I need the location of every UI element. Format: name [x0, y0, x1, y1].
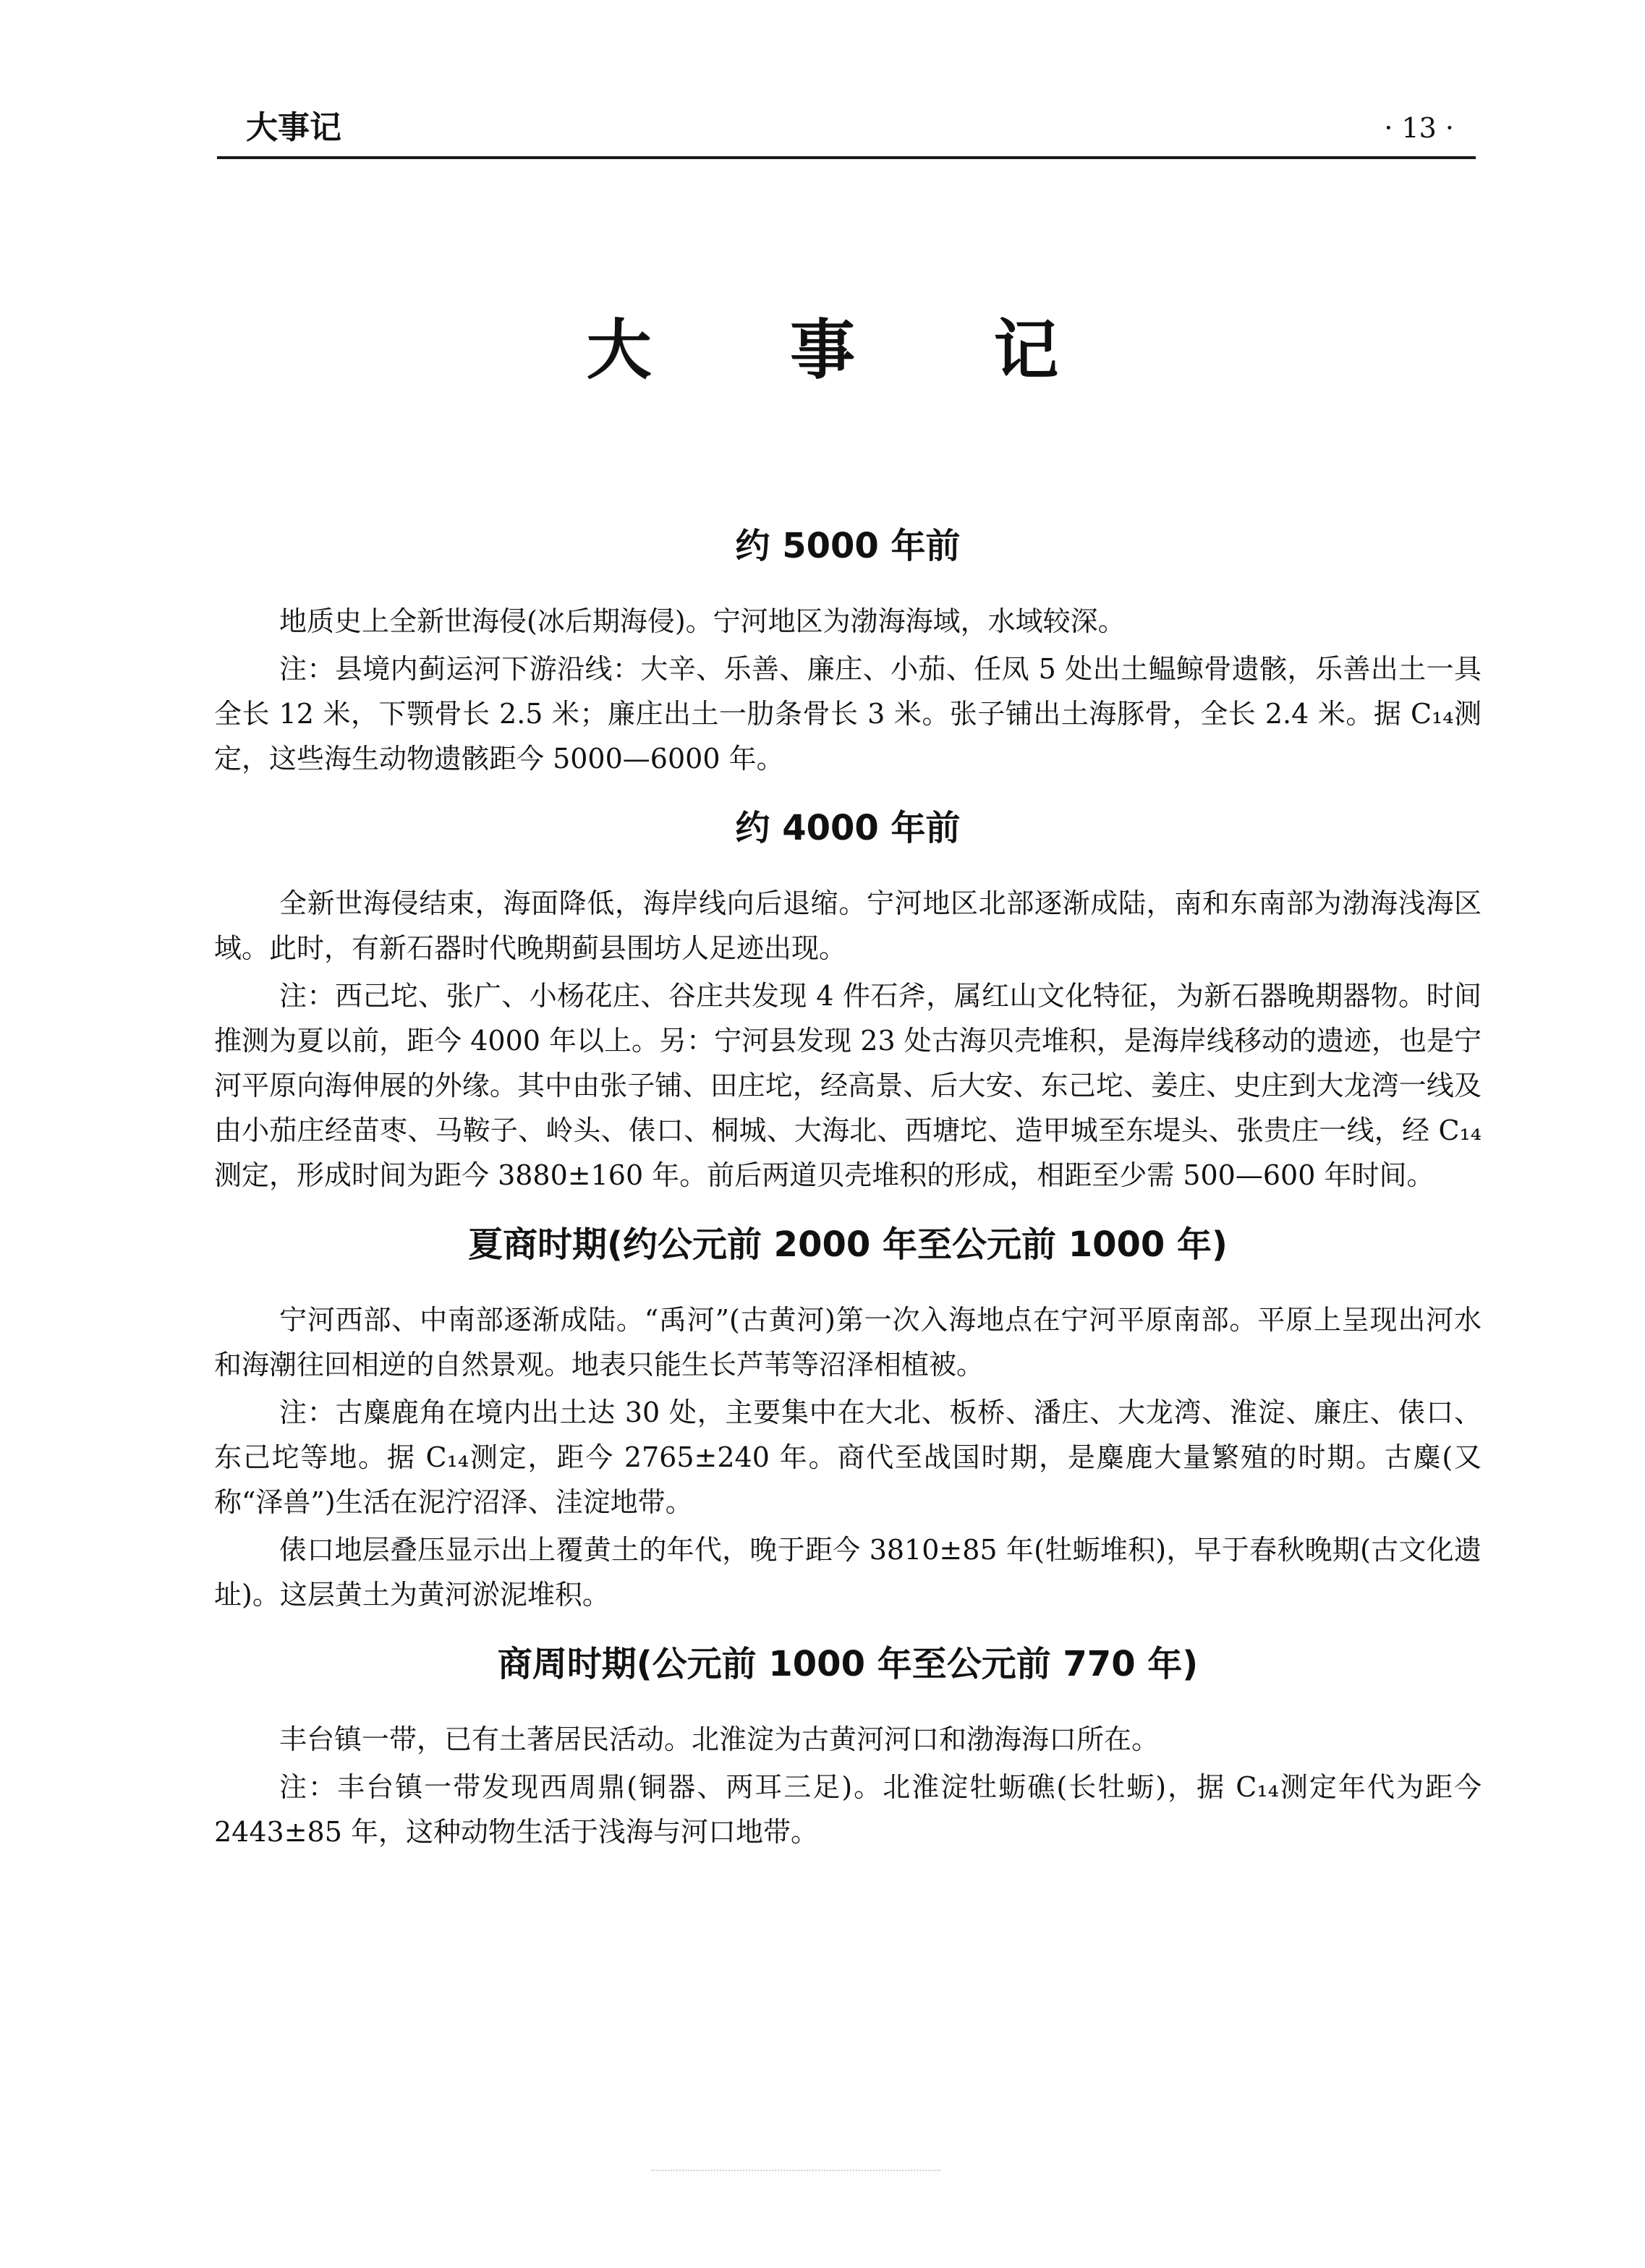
section-shang-zhou — [214, 1639, 1482, 1854]
chronicle-body — [214, 521, 1482, 1876]
running-header-title: 大事记 — [246, 109, 341, 146]
section-heading: 约 4000 年前 — [735, 808, 961, 848]
paragraph: 全新世海侵结束，海面降低，海岸线向后退缩。宁河地区北部逐渐成陆，南和东南部为渤海浅海区域。此时，有新石器时代晚期蓟县围坊人足迹出现。 — [214, 887, 1482, 964]
note-paragraph: 注：县境内蓟运河下游沿线：大辛、乐善、廉庄、小茄、任凤 5 处出土鳁鲸骨遗骸，乐善出土一具全长 12 米，下颚骨长 2.5 米；廉庄出土一肋条骨长 3 米。张子铺出土海豚骨，全长 2.4 米。据 C₁₄测定，这些海生动物遗骸距今 5000—6000 年。 — [214, 653, 1482, 775]
section-5000-years-ago — [214, 521, 1482, 781]
page-number: · 13 · — [1384, 112, 1454, 144]
note-paragraph: 注：西己坨、张广、小杨花庄、谷庄共发现 4 件石斧，属红山文化特征，为新石器晚期器物。时间推测为夏以前，距今 4000 年以上。另：宁河县发现 23 处古海贝壳堆积，是海岸线移动的遗迹，也是宁河平原向海伸展的外缘。其中由张子铺、田庄坨，经高景、后大安、东己坨、姜庄、史庄到大龙湾一线及由小茄庄经苗枣、马鞍子、岭头、俵口、桐城、大海北、西塘坨、造甲城至东堤头、张贵庄一线，经 C₁₄测定，形成时间为距今 3880±160 年。前后两道贝壳堆积的形成，相距至少需 500—600 年时间。 — [214, 980, 1482, 1191]
note-paragraph: 注：丰台镇一带发现西周鼎(铜器、两耳三足)。北淮淀牡蛎礁(长牡蛎)，据 C₁₄测定年代为距今 2443±85 年，这种动物生活于浅海与河口地带。 — [214, 1771, 1482, 1848]
scan-artifact-divider — [651, 2170, 940, 2174]
note-paragraph: 注：古麋鹿角在境内出土达 30 处，主要集中在大北、板桥、潘庄、大龙湾、淮淀、廉庄、俵口、东己坨等地。据 C₁₄测定，距今 2765±240 年。商代至战国时期，是麋鹿大量繁殖的时期。古麋(又称“泽兽”)生活在泥泞沼泽、洼淀地带。 — [214, 1397, 1482, 1518]
section-4000-years-ago — [214, 803, 1482, 1198]
paragraph: 俵口地层叠压显示出上覆黄土的年代，晚于距今 3810±85 年(牡蛎堆积)，早于春秋晚期(古文化遗址)。这层黄土为黄河淤泥堆积。 — [214, 1534, 1482, 1611]
section-heading: 夏商时期(约公元前 2000 年至公元前 1000 年) — [468, 1224, 1228, 1265]
section-heading: 商周时期(公元前 1000 年至公元前 770 年) — [497, 1644, 1199, 1684]
paragraph: 地质史上全新世海侵(冰后期海侵)。宁河地区为渤海海域，水域较深。 — [279, 605, 1126, 637]
paragraph: 宁河西部、中南部逐渐成陆。“禹河”(古黄河)第一次入海地点在宁河平原南部。平原上呈现出河水和海潮往回相逆的自然景观。地表只能生长芦苇等沼泽相植被。 — [214, 1304, 1482, 1381]
section-xia-shang — [214, 1219, 1482, 1617]
page-title: 大 事 记 — [586, 312, 1117, 388]
running-header — [217, 110, 1476, 159]
section-heading: 约 5000 年前 — [735, 526, 961, 566]
paragraph: 丰台镇一带，已有土著居民活动。北淮淀为古黄河河口和渤海海口所在。 — [279, 1723, 1160, 1755]
